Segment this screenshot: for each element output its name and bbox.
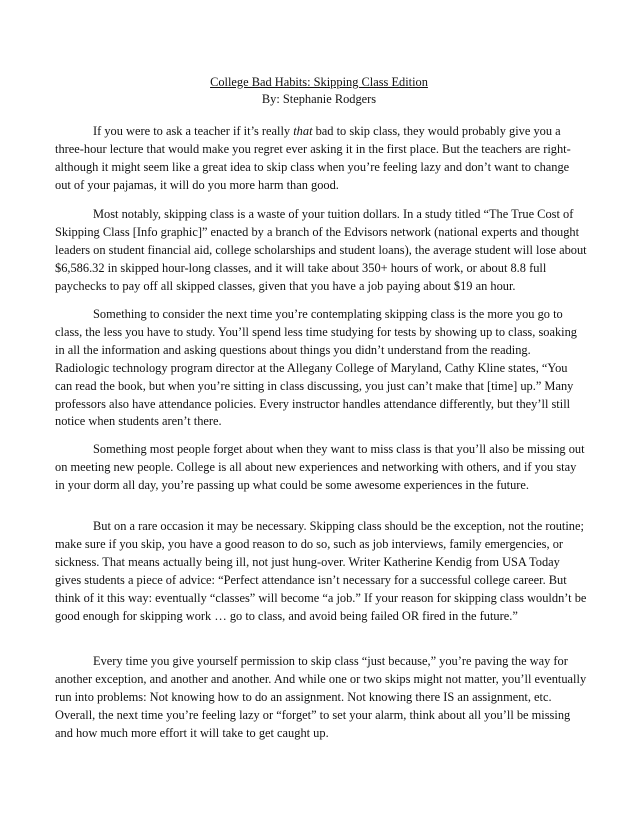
paragraph-6-text: Every time you give yourself permission to skip class “just because,” you’re paving the way for another exception, and another and another. And while one or two skips might not matter, you’ll eventually run into problems: Not knowing how to do an assignment. Not knowing there IS an assignment, etc. Overall, the next time you’re feeling lazy or “forget” to set your alarm, think about all you’ll be missing and how much more effort it will take to get caught up. <box>55 654 587 740</box>
document-byline: By: Stephanie Rodgers <box>261 92 377 106</box>
paragraph-1 <box>55 123 587 195</box>
document-title-text: College Bad Habits: Skipping Class Edition <box>210 75 428 89</box>
paragraph-6 <box>55 653 587 743</box>
paragraph-2-text: Most notably, skipping class is a waste of your tuition dollars. In a study titled “The True Cost of Skipping Class [Info graphic]” enacted by a branch of the Edvisors network (national experts and thought leaders on student financial aid, college scholarships and student loans), the average student will lose about $6,586.32 in skipped hour-long classes, and it will take about 350+ hours of work, or about 8.8 full paychecks to pay off all skipped classes, given that you have a job paying about $19 an hour. <box>55 207 587 293</box>
paragraph-4-text: Something most people forget about when they want to miss class is that you’ll also be missing out on meeting new people. College is all about new experiences and networking with others, and if you stay in your dorm all day, you’re passing up what could be some awesome experiences in the future. <box>55 442 585 492</box>
paragraph-3 <box>55 306 587 431</box>
paragraph-4 <box>55 441 587 495</box>
paragraph-1-text-end: bad to skip class, they would probably give you a three-hour lecture that would make you regret ever asking it in the first place. But the teachers are right-although it might seem like a great idea to skip class when you’re feeling lazy and don’t want to change out of your pajamas, it will do you more harm than good. <box>55 124 571 192</box>
paragraph-1-text-start: If you were to ask a teacher if it’s really <box>93 124 294 138</box>
paragraph-5-text: But on a rare occasion it may be necessary. Skipping class should be the exception, not the routine; make sure if you skip, you have a good reason to do so, such as job interviews, family emergencies, or sickness. That means actually being ill, not just hung-over. Writer Katherine Kendig from USA Today gives students a piece of advice: “Perfect attendance isn’t necessary for a successful college career. But think of it this way: eventually “classes” will become “a job.” If your reason for skipping class wouldn’t be good enough for skipping work … go to class, and avoid being failed OR fired in the future.” <box>55 519 587 623</box>
paragraph-2 <box>55 206 587 296</box>
document-title <box>0 74 638 91</box>
paragraph-3-text: Something to consider the next time you’re contemplating skipping class is the more you go to class, the less you have to study. You’ll spend less time studying for tests by showing up to class, soaking in all the information and asking questions about things you didn’t understand from the reading. Radiologic technology program director at the Allegany College of Maryland, Cathy Kline states, “You can read the book, but when you’re sitting in class discussing, you just can’t make that [time] up.” Many professors also have attendance policies. Every instructor handles attendance differently, but they’ll still notice when students aren’t there. <box>55 307 577 429</box>
paragraph-1-italic-word: that <box>293 124 313 138</box>
paragraph-5 <box>55 518 587 625</box>
